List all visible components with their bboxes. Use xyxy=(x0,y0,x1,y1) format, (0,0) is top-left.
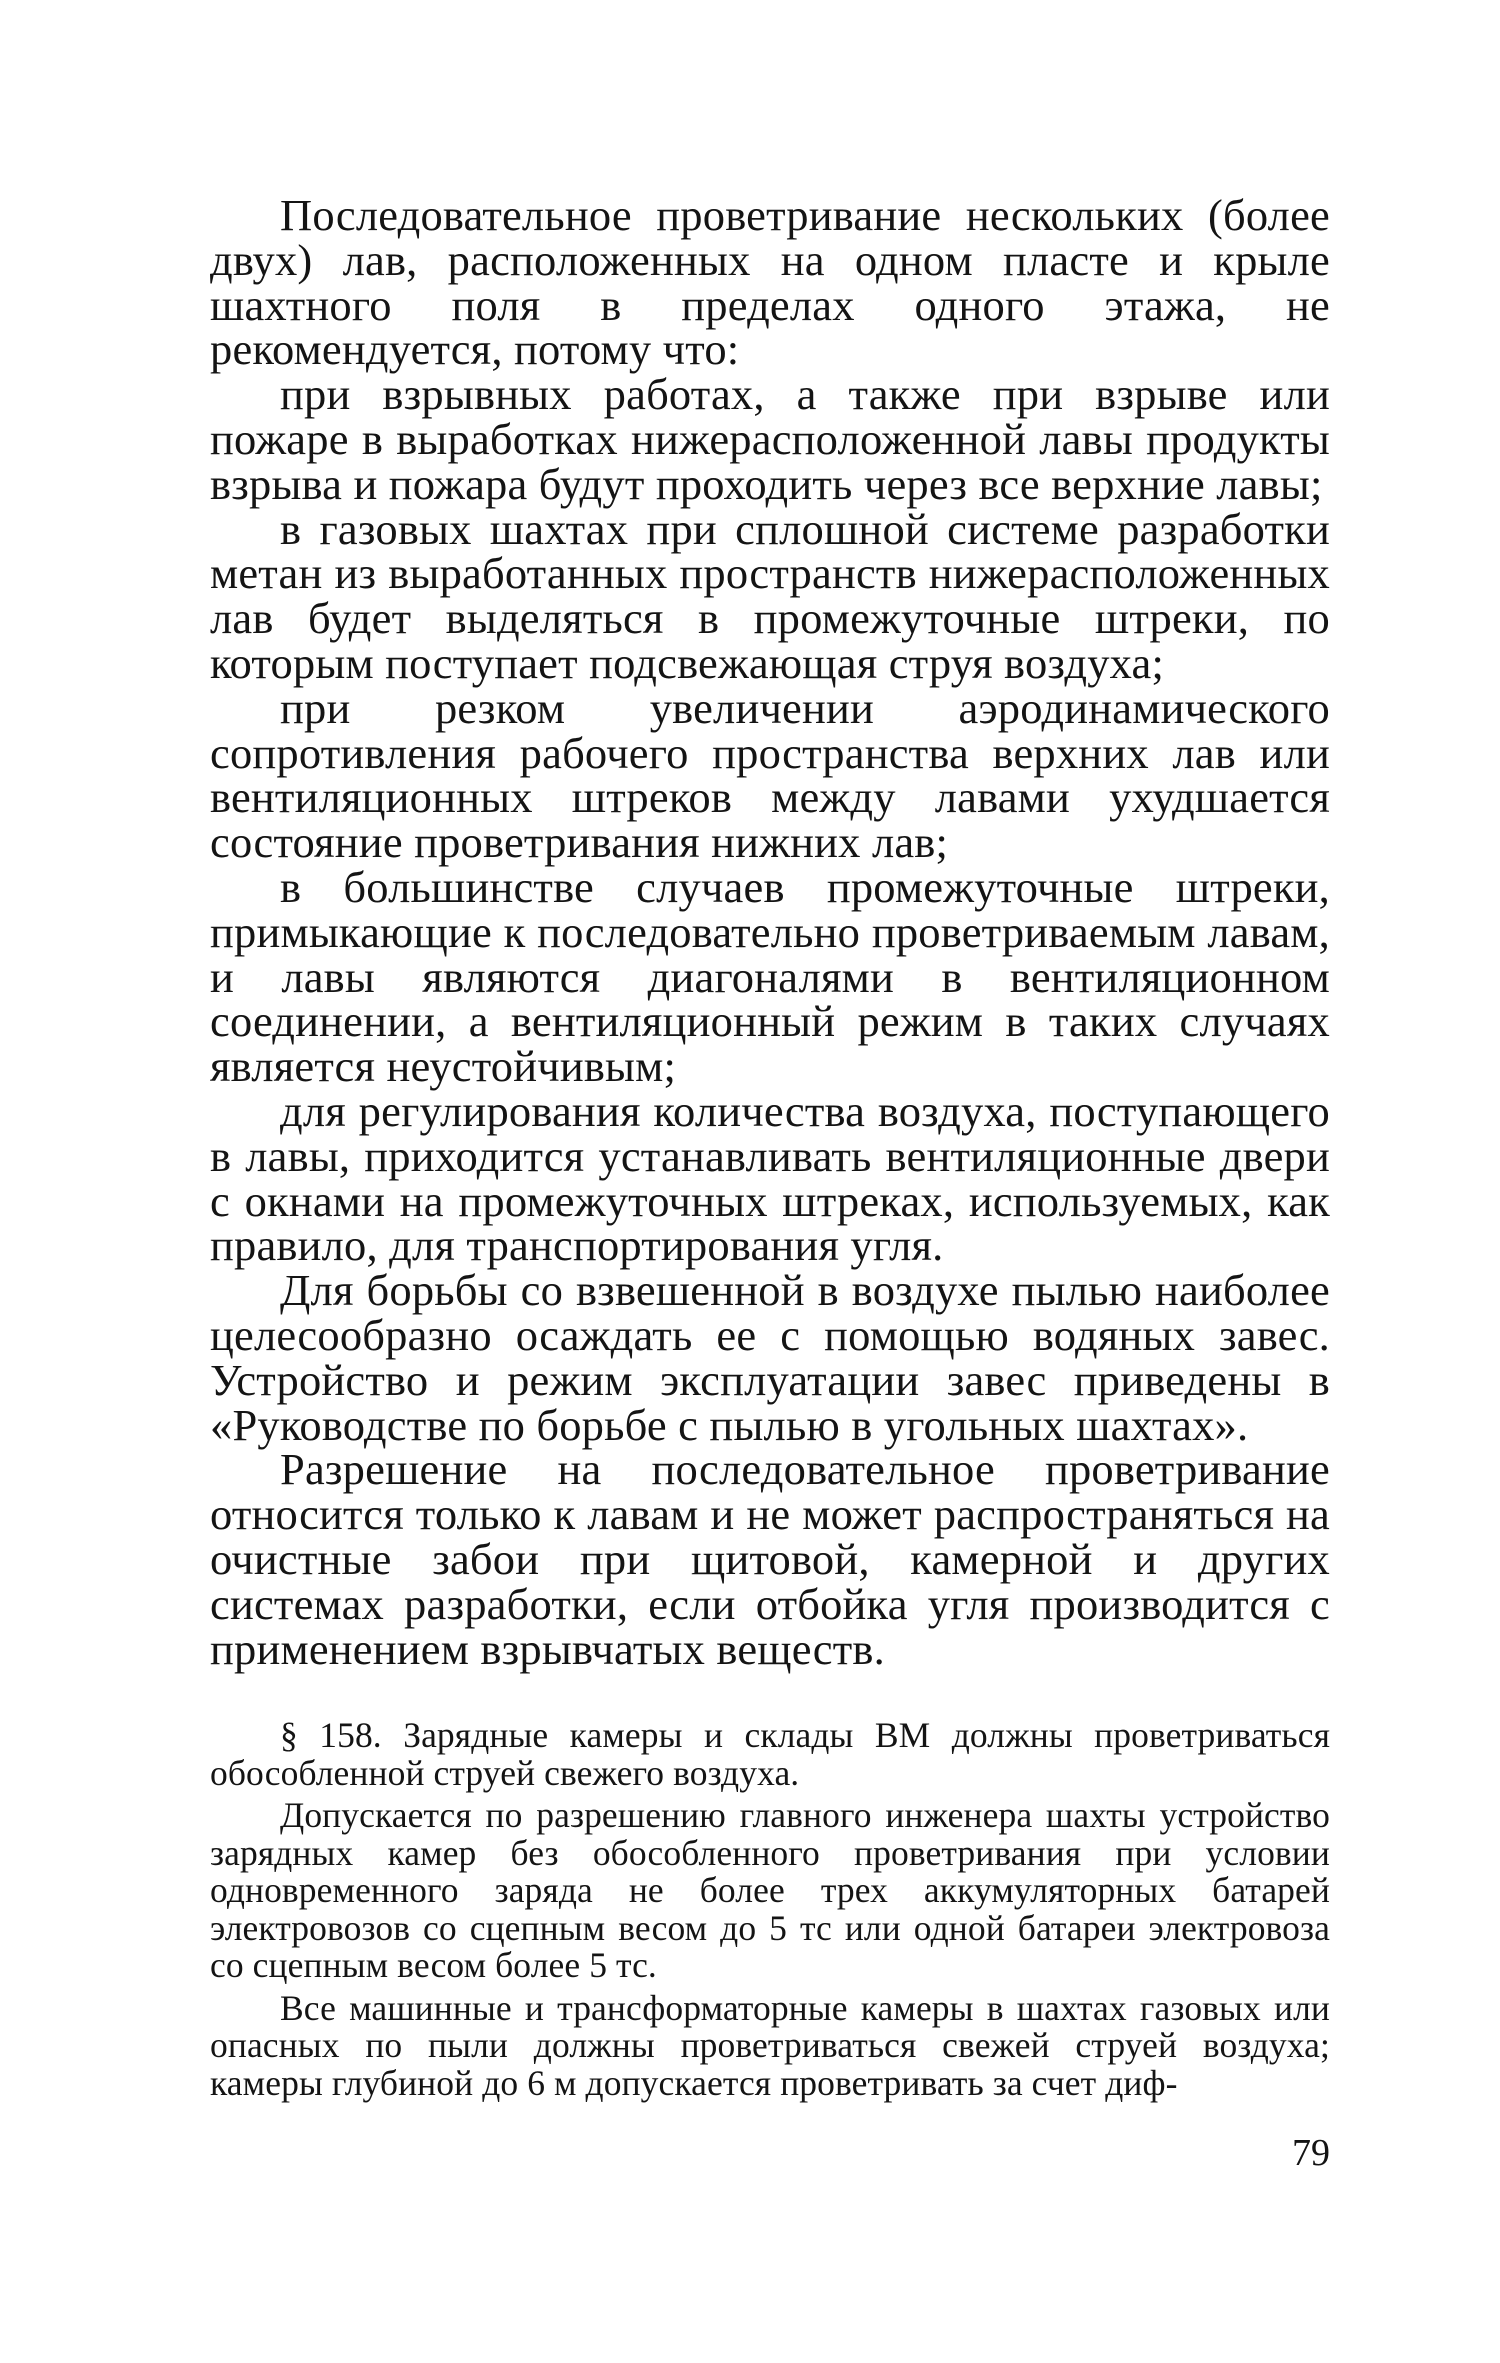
paragraph-section-158: § 158. Зарядные камеры и склады ВМ должны проветриваться обособленной струей свежего воздуха. xyxy=(210,1715,1330,1793)
main-text-block xyxy=(210,190,1330,1674)
paragraph-regulation: для регулирования количества воздуха, поступающего в лавы, приходится устанавливать вентиляционные двери с окнами на промежуточных штреках, используемых, как правило, для транспортирования угля. xyxy=(210,1085,1330,1271)
paragraph-gas-mines: в газовых шахтах при сплошной системе разработки метан из выработанных пространств нижерасположенных лав будет выделяться в промежуточные штреки, по которым поступает подсвежающая струя воздуха; xyxy=(210,503,1330,688)
paragraph-blasting: при взрывных работах, а также при взрыве или пожаре в выработках нижерасположенной лавы продукты взрыва и пожара будут проходить через все верхние лавы; xyxy=(210,369,1330,509)
paragraph-diagonals: в большинстве случаев промежуточные штреки, примыкающие к последовательно проветриваемым лавам, и лавы являются диагоналями в вентиляционном соединении, а вентиляционный режим в таких случаях является неустойчивым; xyxy=(210,861,1330,1092)
paragraph-resistance: при резком увеличении аэродинамического сопротивления рабочего пространства верхних лав или вентиляционных штреков между лавами ухудшается состояние проветривания нижних лав; xyxy=(210,682,1330,868)
page-content xyxy=(210,190,1330,2103)
paragraph-charging-chambers: Допускается по разрешению главного инженера шахты устройство зарядных камер без обособленного проветривания при условии одновременного заряда не более трех аккумуляторных батарей электровозов со сцепным весом до 5 тс или одной батареи электровоза со сцепным весом более 5 тс. xyxy=(210,1795,1330,1986)
paragraph-machine-chambers: Все машинные и трансформаторные камеры в шахтах газовых или опасных по пыли должны проветриваться свежей струей воздуха; камеры глубиной до 6 м допускается проветривать за счет диф- xyxy=(210,1987,1330,2103)
paragraph-intro: Последовательное проветривание нескольких (более двух) лав, расположенных на одном пласте и крыле шахтного поля в пределах одного этажа, не рекомендуется, потому что: xyxy=(210,190,1330,375)
section-158-block xyxy=(210,1717,1330,2102)
page-number: 79 xyxy=(1292,2132,1330,2174)
paragraph-dust: Для борьбы со взвешенной в воздухе пылью наиболее целесообразно осаждать ее с помощью водяных завес. Устройство и режим эксплуатации завес приведены в «Руководстве по борьбе с пылью в угольных шахтах». xyxy=(210,1265,1330,1450)
paragraph-permission: Разрешение на последовательное проветривание относится только к лавам и не может распространяться на очистные забои при щитовой, камерной и других системах разработки, если отбойка угля производится с применением взрывчатых веществ. xyxy=(210,1444,1330,1674)
